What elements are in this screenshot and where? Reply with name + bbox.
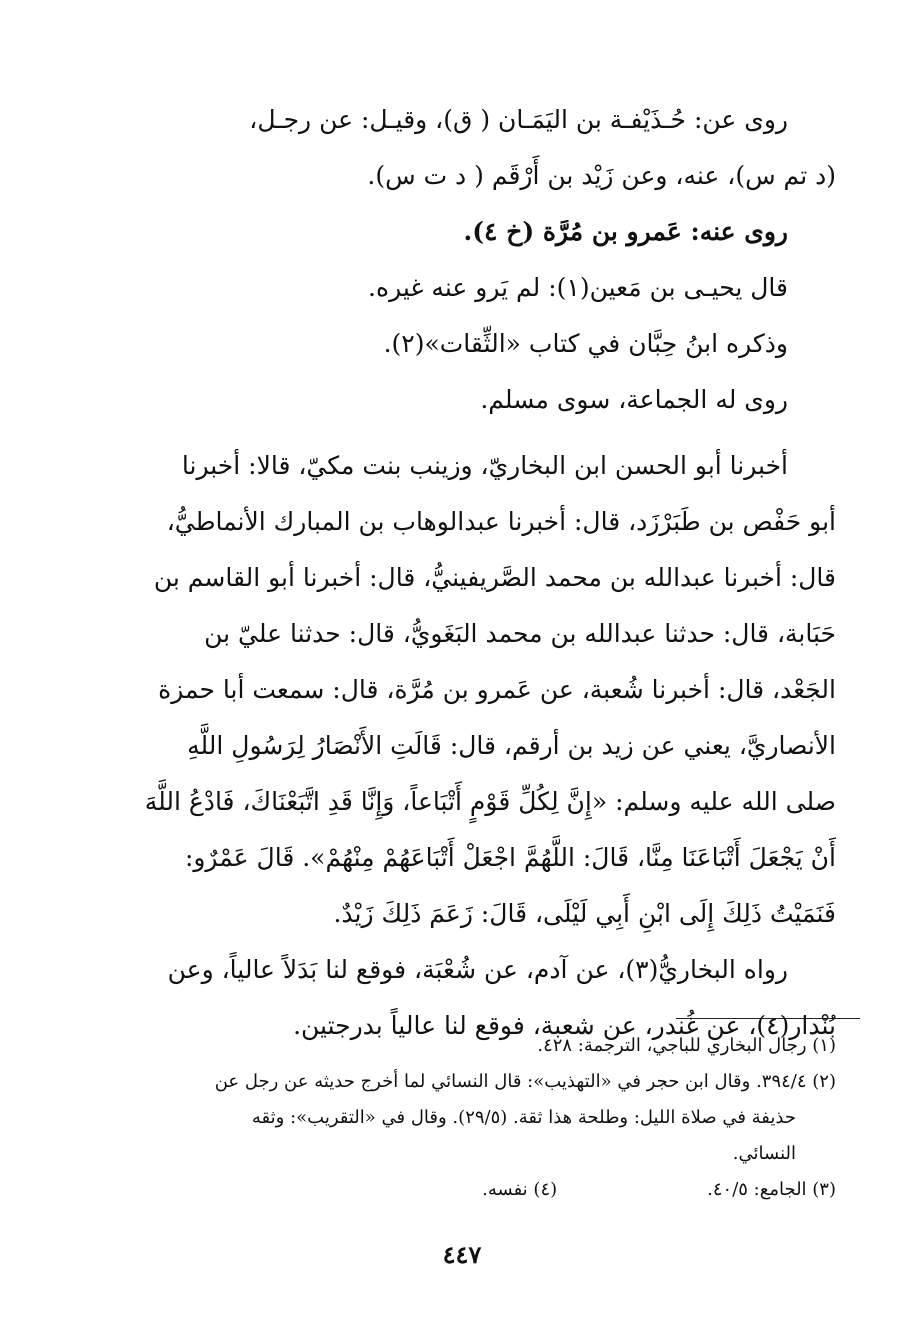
- footnote-separator: [676, 1018, 860, 1019]
- isnad-line-7: صلى الله عليه وسلم: «إِنَّ لِكُلِّ قَوْمٍ أَتْبَاعاً، وَإِنَّا قَدِ اتَّبَعْنَاكَ، فَادْعُ اللَّهَ: [144, 787, 836, 816]
- isnad-line-3: قال: أخبرنا عبدالله بن محمد الصَّريفينيُّ، قال: أخبرنا أبو القاسم بن: [153, 563, 836, 592]
- footnote-2-line-1: (٢) ٣٩٤/٤. وقال ابن حجر في «التهذيب»: قال النسائي لما أخرج حديثه عن رجل عن: [214, 1071, 836, 1092]
- footnote-row-3-4: [130, 1172, 836, 1208]
- footnote-3: (٣) الجامع: ٤٠/٥.: [707, 1179, 836, 1200]
- isnad-line-4: حَبَابة، قال: حدثنا عبدالله بن محمد البَغَويُّ، قال: حدثنا عليّ بن: [204, 619, 836, 648]
- footnotes: [130, 1028, 836, 1208]
- isnad-line-8: أَنْ يَجْعَلَ أَتْبَاعَنَا مِنَّا، قَالَ: اللَّهُمَّ اجْعَلْ أَتْبَاعَهُمْ مِنْهُمْ». قَالَ عَمْرٌو:: [184, 843, 836, 872]
- narrators-from-line-2: (د تم س)، عنه، وعن زَيْد بن أَرْقَم ( د ت س).: [367, 161, 836, 190]
- isnad-line-9: فَنَمَيْتُ ذَلِكَ إِلَى ابْنِ أَبِي لَيْلَى، قَالَ: زَعَمَ ذَلِكَ زَيْدٌ.: [333, 899, 836, 928]
- jamaa-line: روى له الجماعة، سوى مسلم.: [480, 385, 788, 414]
- bukhari-line-1: رواه البخاريُّ(٣)، عن آدم، عن شُعْبَة، فوقع لنا بَدَلاً عالياً، وعن: [167, 955, 788, 984]
- footnote-2-line-2: حذيفة في صلاة الليل: وطلحة هذا ثقة. (٢٩/٥). وقال في «التقريب»: وثقه: [251, 1107, 796, 1128]
- isnad-line-5: الجَعْد، قال: أخبرنا شُعبة، عن عَمرو بن مُرَّة، قال: سمعت أبا حمزة: [158, 675, 836, 704]
- footnote-1: (١) رجال البخاري للباجي، الترجمة: ٤٢٨.: [537, 1035, 836, 1056]
- main-text: [140, 92, 836, 1054]
- narrators-from-line-1: روى عن: حُـذَيْفـة بن اليَمَـان ( ق)، وقيـل: عن رجـل،: [249, 105, 788, 134]
- footnote-2-line-3: النسائي.: [732, 1143, 796, 1164]
- page-number: ٤٤٧: [442, 1240, 482, 1269]
- ibn-hibban-line: وذكره ابنُ حِبَّان في كتاب «الثِّقات»(٢).: [383, 329, 788, 358]
- isnad-line-1: أخبرنا أبو الحسن ابن البخاريّ، وزينب بنت مكيّ، قالا: أخبرنا: [181, 451, 788, 480]
- ibn-maeen-line: قال يحيـى بن مَعين(١): لم يَرو عنه غيره.: [368, 273, 788, 302]
- isnad-line-6: الأنصاريَّ، يعني عن زيد بن أرقم، قال: قَالَتِ الأَنْصَارُ لِرَسُولِ اللَّهِ: [187, 731, 836, 760]
- narrators-to-line: روى عنه: عَمرو بن مُرَّة (خ ٤).: [463, 217, 788, 246]
- paragraph-gap: [140, 428, 836, 438]
- bukhari-line-2: بُنْدار(٤)، عن غُندر، عن شعبة، فوقع لنا عالياً بدرجتين.: [293, 1011, 836, 1040]
- footnote-4: (٤) نفسه.: [482, 1179, 558, 1200]
- isnad-line-2: أبو حَفْص بن طَبَرْزَد، قال: أخبرنا عبدالوهاب بن المبارك الأنماطيُّ،: [166, 507, 836, 536]
